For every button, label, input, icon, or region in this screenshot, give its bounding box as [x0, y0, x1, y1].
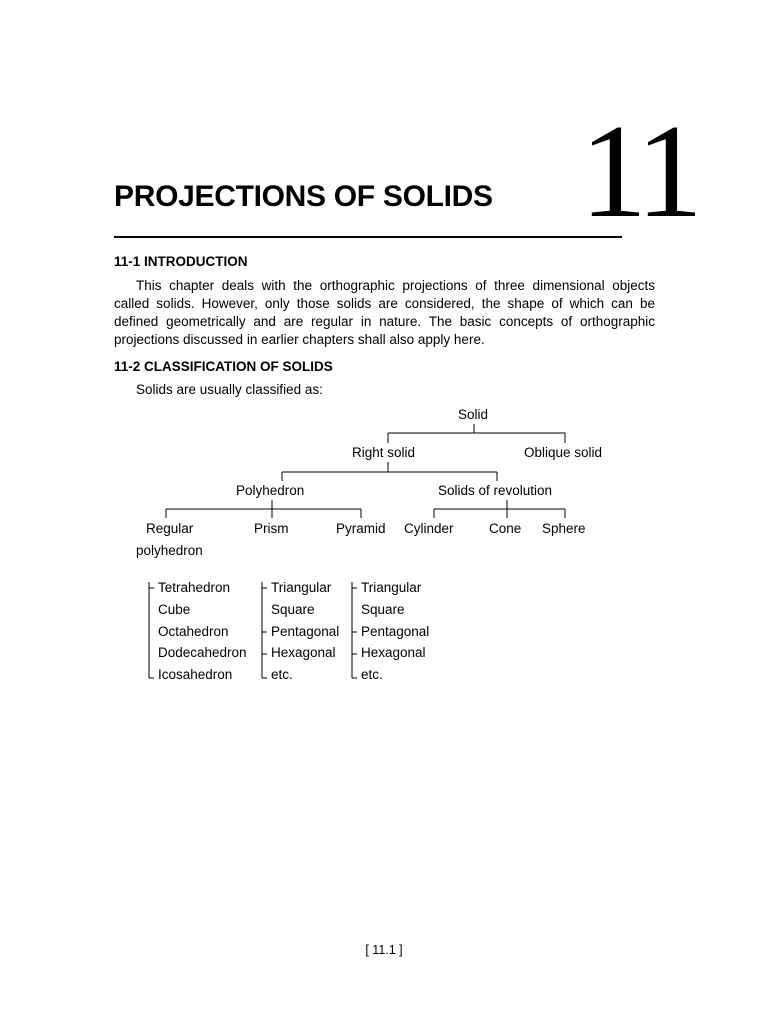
list-item: Cube — [158, 601, 191, 617]
chapter-number: 11 — [580, 97, 698, 245]
list-item: Square — [361, 601, 405, 617]
section-heading-classification: 11-2 CLASSIFICATION OF SOLIDS — [114, 359, 333, 374]
tree-node-solid: Solid — [458, 407, 489, 422]
pyramid-kinds-list — [361, 577, 429, 686]
list-item: Hexagonal — [361, 645, 426, 661]
regular-polyhedra-list — [158, 577, 247, 686]
list-item: Tetrahedron — [158, 580, 231, 595]
list-item: Octahedron — [158, 623, 229, 639]
tree-node-polyhedron: Polyhedron — [236, 483, 305, 498]
list-item: Pentagonal — [361, 623, 430, 639]
tree-node-prism: Prism — [254, 521, 289, 536]
list-item: Hexagonal — [271, 645, 336, 661]
tree-node-cone: Cone — [489, 521, 522, 536]
prism-kinds-list — [271, 577, 339, 686]
tree-node-regular-polyhedron-line2: polyhedron — [136, 543, 203, 558]
tree-node-sphere: Sphere — [542, 521, 586, 536]
classification-lead: Solids are usually classified as: — [136, 382, 323, 397]
list-item: etc. — [271, 667, 293, 683]
list-item: Icosahedron — [158, 667, 233, 683]
page-number: [ 11.1 ] — [365, 943, 403, 957]
list-item: Dodecahedron — [158, 645, 247, 661]
chapter-title: PROJECTIONS OF SOLIDS — [114, 180, 493, 213]
tree-node-oblique-solid: Oblique solid — [524, 445, 603, 460]
tree-node-regular: Regular — [146, 521, 194, 536]
list-item: Pentagonal — [271, 623, 340, 639]
tree-node-right-solid: Right solid — [352, 445, 416, 460]
list-item: Triangular — [271, 580, 332, 595]
tree-node-cylinder: Cylinder — [404, 521, 454, 536]
list-item: Square — [271, 601, 315, 617]
tree-node-solids-of-revolution: Solids of revolution — [438, 483, 553, 498]
section-heading-introduction: 11-1 INTRODUCTION — [114, 254, 248, 269]
list-item: etc. — [361, 667, 383, 683]
introduction-paragraph: This chapter deals with the orthographic projections of three dimensional objects called solids. However, only those solids are considered, the shape of which can be defined geometrically and are regular in nature. The basic concepts of orthographic projections discussed in earlier chapters shall also apply here. — [114, 278, 655, 347]
tree-node-pyramid: Pyramid — [336, 521, 386, 536]
list-item: Triangular — [361, 580, 422, 595]
